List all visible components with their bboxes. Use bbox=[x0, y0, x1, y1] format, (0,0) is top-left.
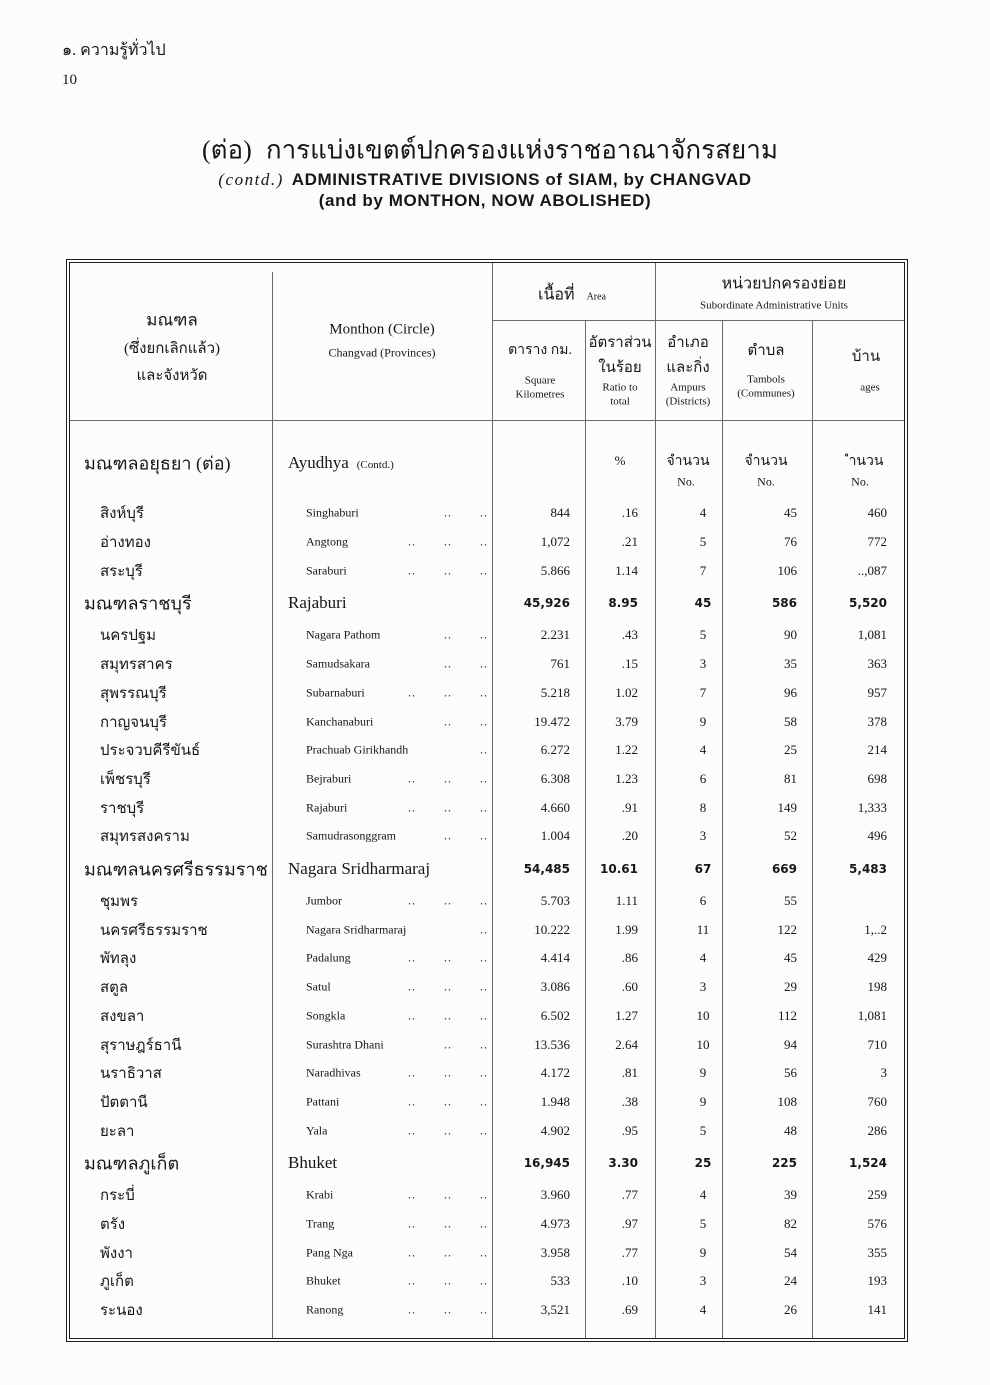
province-thai-name: สตูล bbox=[100, 980, 129, 997]
province-thai-name: สุราษฎร์ธานี bbox=[100, 1037, 182, 1054]
leader-dots: .. .. .. bbox=[408, 1065, 488, 1080]
province-thai-name: ปัตตานี bbox=[100, 1094, 148, 1111]
villages-count: 193 bbox=[867, 1273, 887, 1289]
tambols-header-en-line2: (Communes) bbox=[737, 387, 795, 400]
province-english-name: Ranong bbox=[306, 1302, 344, 1317]
province-english-name: Bejraburi bbox=[306, 771, 352, 786]
title-english-prefix: (contd.) bbox=[218, 170, 284, 189]
ratio-header-en-line1: Ratio to bbox=[602, 381, 638, 394]
area-sq-km: 54,485 bbox=[523, 861, 570, 876]
header-bottom-rule bbox=[70, 420, 904, 421]
villages-count: 576 bbox=[867, 1216, 887, 1232]
changvad-row bbox=[0, 1002, 990, 1031]
villages-header-thai: บ้าน bbox=[851, 349, 881, 365]
area-sq-km: 4.902 bbox=[540, 1122, 570, 1138]
area-sq-km: 6.308 bbox=[540, 770, 570, 786]
tambols-count: 29 bbox=[784, 979, 797, 995]
area-ratio: 1.22 bbox=[615, 742, 638, 758]
changvad-row bbox=[0, 1059, 990, 1088]
tambols-count: 48 bbox=[784, 1122, 797, 1138]
leader-dots: .. .. .. bbox=[408, 800, 488, 815]
leader-dots: .. bbox=[480, 742, 488, 757]
villages-count: 772 bbox=[867, 534, 887, 550]
province-thai-name: สงขลา bbox=[100, 1008, 145, 1025]
area-sq-km: 4.414 bbox=[540, 950, 570, 966]
ampurs-count: 8 bbox=[699, 799, 707, 815]
villages-count: 698 bbox=[867, 770, 887, 786]
area-sq-km: 1,072 bbox=[540, 534, 570, 550]
subheader-english bbox=[288, 453, 394, 473]
title-thai-text: การแบ่งเขตต์ปกครองแห่งราชอาณาจักรสยาม bbox=[265, 135, 778, 165]
province-thai-name: ประจวบคีรีขันธ์ bbox=[100, 743, 201, 760]
area-sq-km: 5.866 bbox=[540, 562, 570, 578]
group-header-rule bbox=[492, 320, 904, 321]
ampurs-count: 4 bbox=[699, 1187, 707, 1203]
changvad-row bbox=[0, 944, 990, 973]
changvad-row bbox=[0, 1030, 990, 1059]
ratio-unit: % bbox=[614, 453, 626, 468]
page-number: 10 bbox=[62, 72, 77, 88]
leader-dots: .. .. .. bbox=[408, 534, 488, 549]
province-thai-name: ระนอง bbox=[100, 1303, 143, 1320]
area-ratio: .16 bbox=[621, 505, 638, 521]
col1-header-line1: มณฑล bbox=[146, 310, 198, 330]
villages-count: 1,081 bbox=[857, 627, 887, 643]
area-ratio: 3.79 bbox=[615, 713, 638, 729]
villages-count: 378 bbox=[867, 713, 887, 729]
province-thai-name: สมุทรสงคราม bbox=[100, 829, 190, 846]
tambols-count: 669 bbox=[771, 861, 797, 876]
tambols-count: 58 bbox=[784, 713, 797, 729]
area-ratio: .43 bbox=[621, 627, 638, 643]
leader-dots: .. .. .. bbox=[408, 1187, 488, 1202]
province-thai-name: กาญจนบุรี bbox=[100, 714, 167, 731]
villages-header-en: ages bbox=[860, 381, 880, 394]
changvad-row bbox=[0, 1116, 990, 1145]
tambols-count: 108 bbox=[777, 1093, 797, 1109]
title-thai-prefix: (ต่อ) bbox=[202, 135, 252, 165]
sqkm-header-en-line1: Square bbox=[524, 374, 556, 387]
ampurs-count: 9 bbox=[699, 1244, 707, 1260]
area-ratio: 1.14 bbox=[615, 562, 638, 578]
section-label: ๑. ความรู้ทั่วไป bbox=[62, 42, 166, 59]
changvad-row bbox=[0, 528, 990, 557]
tambols-unit-thai: จำนวน bbox=[744, 454, 788, 469]
area-ratio: .77 bbox=[621, 1187, 638, 1203]
province-english-name: Prachuab Girikhandh bbox=[306, 742, 409, 757]
province-thai-name: พัทลุง bbox=[100, 951, 137, 968]
villages-unit-thai: ำนวน bbox=[848, 454, 884, 469]
province-thai-name: นครปฐม bbox=[100, 628, 157, 645]
col1-header-line2: (ซึ่งยกเลิกแล้ว) bbox=[123, 341, 221, 357]
tambols-count: 96 bbox=[784, 684, 797, 700]
province-english-name: Angtong bbox=[306, 534, 348, 549]
ampurs-header-thai-line2: และกิ่ง bbox=[666, 360, 710, 376]
area-ratio: .21 bbox=[621, 534, 638, 550]
province-english-name: Rajaburi bbox=[306, 800, 348, 815]
tambols-count: 54 bbox=[784, 1244, 797, 1260]
area-group-english: Area bbox=[586, 291, 606, 303]
ampurs-unit-en: No. bbox=[677, 474, 695, 489]
area-sq-km: 5.218 bbox=[540, 684, 570, 700]
ratio-header-thai-line2: ในร้อย bbox=[598, 360, 642, 376]
tambols-count: 55 bbox=[784, 893, 797, 909]
area-sq-km: 3.960 bbox=[540, 1187, 570, 1203]
area-ratio: .60 bbox=[621, 979, 638, 995]
ampurs-count: 10 bbox=[696, 1036, 710, 1052]
ampurs-count: 4 bbox=[699, 505, 707, 521]
province-thai-name: นราธิวาส bbox=[100, 1066, 162, 1083]
province-thai-name: อ่างทอง bbox=[100, 535, 151, 552]
villages-count: 496 bbox=[867, 828, 887, 844]
area-sq-km: 6.272 bbox=[540, 742, 570, 758]
area-ratio: .86 bbox=[621, 950, 638, 966]
ampurs-count: 3 bbox=[699, 828, 707, 844]
province-thai-name: มณฑลภูเก็ต bbox=[84, 1153, 180, 1174]
area-ratio: 1.02 bbox=[615, 684, 638, 700]
tambols-header-thai: ตำบล bbox=[747, 343, 785, 359]
province-thai-name: ตรัง bbox=[100, 1217, 126, 1234]
title-thai bbox=[202, 130, 778, 171]
area-ratio: .20 bbox=[621, 828, 638, 844]
monthon-row bbox=[0, 1145, 990, 1181]
leader-dots: .. .. .. bbox=[408, 1245, 488, 1260]
province-english-name: Padalung bbox=[306, 950, 351, 965]
villages-count: 1,333 bbox=[857, 799, 887, 815]
leader-dots: .. bbox=[480, 922, 488, 937]
ampurs-count: 9 bbox=[699, 1093, 707, 1109]
area-sq-km: 4.660 bbox=[540, 799, 570, 815]
changvad-row bbox=[0, 1210, 990, 1239]
tambols-count: 586 bbox=[771, 596, 797, 611]
tambols-count: 24 bbox=[784, 1273, 797, 1289]
col2-header-line1: Monthon (Circle) bbox=[329, 321, 435, 338]
changvad-row bbox=[0, 1088, 990, 1117]
province-english-name: Samudrasonggram bbox=[306, 828, 396, 843]
ampurs-header-thai-line1: อำเภอ bbox=[667, 335, 709, 351]
changvad-row bbox=[0, 973, 990, 1002]
changvad-row bbox=[0, 793, 990, 822]
area-ratio: .97 bbox=[621, 1216, 638, 1232]
tambols-count: 26 bbox=[784, 1302, 797, 1318]
tambols-count: 106 bbox=[777, 562, 797, 578]
ampurs-count: 25 bbox=[694, 1156, 712, 1170]
province-english-name: Songkla bbox=[306, 1008, 346, 1023]
ampurs-count: 45 bbox=[694, 596, 712, 611]
ampurs-count: 9 bbox=[699, 1065, 707, 1081]
col2-header-line2: Changvad (Provinces) bbox=[328, 345, 436, 360]
tambols-count: 76 bbox=[784, 534, 797, 550]
subheader-english-note: (Contd.) bbox=[356, 459, 394, 471]
area-sq-km: 5.703 bbox=[540, 893, 570, 909]
villages-count: 460 bbox=[867, 505, 887, 521]
area-ratio: 3.30 bbox=[608, 1156, 638, 1170]
ampurs-count: 6 bbox=[699, 893, 707, 909]
changvad-row bbox=[0, 679, 990, 708]
province-english-name: Naradhivas bbox=[306, 1065, 361, 1080]
province-english-name: Nagara Pathom bbox=[306, 627, 381, 642]
villages-count: 1,524 bbox=[849, 1156, 887, 1170]
changvad-row bbox=[0, 736, 990, 765]
province-thai-name: สิงห์บุรี bbox=[100, 506, 144, 523]
province-english-name: Rajaburi bbox=[288, 593, 347, 613]
changvad-row bbox=[0, 499, 990, 528]
area-sq-km: 1.004 bbox=[540, 828, 570, 844]
changvad-row bbox=[0, 822, 990, 851]
area-sq-km: 2.231 bbox=[540, 627, 570, 643]
tambols-count: 149 bbox=[777, 799, 797, 815]
area-sq-km: 6.502 bbox=[540, 1007, 570, 1023]
tambols-count: 112 bbox=[777, 1007, 797, 1023]
villages-count: 710 bbox=[867, 1036, 887, 1052]
ampurs-count: 3 bbox=[699, 656, 707, 672]
ampurs-count: 5 bbox=[699, 1216, 707, 1232]
area-sq-km: 19.472 bbox=[534, 713, 570, 729]
province-english-name: Trang bbox=[306, 1216, 335, 1231]
province-english-name: Krabi bbox=[306, 1187, 334, 1202]
area-ratio: 8.95 bbox=[608, 596, 638, 611]
province-thai-name: กระบี่ bbox=[100, 1188, 135, 1205]
tambols-count: 45 bbox=[784, 950, 797, 966]
ampurs-count: 4 bbox=[699, 950, 707, 966]
area-sq-km: 844 bbox=[550, 505, 570, 521]
monthon-row bbox=[0, 585, 990, 621]
area-sq-km: 4.973 bbox=[540, 1216, 570, 1232]
area-group-header bbox=[538, 283, 606, 308]
leader-dots: .. .. .. bbox=[408, 1273, 488, 1288]
changvad-row bbox=[0, 1181, 990, 1210]
changvad-row bbox=[0, 915, 990, 944]
tambols-count: 94 bbox=[784, 1036, 797, 1052]
villages-count: 141 bbox=[867, 1302, 887, 1318]
area-ratio: 1.27 bbox=[615, 1007, 638, 1023]
ratio-header-thai-line1: อัตราส่วน bbox=[588, 335, 652, 351]
sqkm-header-thai: ตาราง กม. bbox=[508, 343, 572, 358]
area-ratio: 1.23 bbox=[615, 770, 638, 786]
tambols-count: 81 bbox=[784, 770, 797, 786]
ampurs-count: 4 bbox=[699, 742, 707, 758]
changvad-row bbox=[0, 650, 990, 679]
changvad-row bbox=[0, 887, 990, 916]
leader-dots: .. .. .. bbox=[408, 1216, 488, 1231]
villages-count: 198 bbox=[867, 979, 887, 995]
leader-dots: .. .. .. bbox=[408, 979, 488, 994]
ampurs-count: 5 bbox=[699, 1122, 707, 1138]
tambols-count: 25 bbox=[784, 742, 797, 758]
leader-dots: .. .. bbox=[444, 1037, 488, 1052]
leader-dots: .. .. bbox=[444, 656, 488, 671]
tambols-count: 39 bbox=[784, 1187, 797, 1203]
units-group-thai: หน่วยปกครองย่อย bbox=[721, 275, 847, 293]
villages-count: 1,..2 bbox=[864, 921, 887, 937]
area-sq-km: 761 bbox=[550, 656, 570, 672]
title-english-line2: (and by MONTHON, NOW ABOLISHED) bbox=[318, 191, 652, 210]
area-ratio: .15 bbox=[621, 656, 638, 672]
province-thai-name: เพ็ชรบุรี bbox=[100, 771, 151, 788]
changvad-row bbox=[0, 707, 990, 736]
province-english-name: Pang Nga bbox=[306, 1245, 353, 1260]
ampurs-header-en-line1: Ampurs bbox=[670, 381, 706, 394]
villages-count: 286 bbox=[867, 1122, 887, 1138]
tambols-count: 52 bbox=[784, 828, 797, 844]
subheader-english-name: Ayudhya bbox=[288, 453, 349, 472]
province-english-name: Subarnaburi bbox=[306, 685, 365, 700]
leader-dots: .. .. .. bbox=[408, 685, 488, 700]
province-thai-name: มณฑลนครศรีธรรมราช bbox=[84, 859, 268, 880]
ampurs-count: 9 bbox=[699, 713, 707, 729]
area-ratio: .81 bbox=[621, 1065, 638, 1081]
ampurs-count: 4 bbox=[699, 1302, 707, 1318]
changvad-row bbox=[0, 1267, 990, 1296]
ampurs-count: 5 bbox=[699, 534, 707, 550]
area-sq-km: 13.536 bbox=[534, 1036, 570, 1052]
province-english-name: Jumbor bbox=[306, 893, 342, 908]
province-thai-name: ภูเก็ต bbox=[100, 1274, 134, 1291]
ampurs-unit-thai: จำนวน bbox=[666, 454, 710, 469]
changvad-row bbox=[0, 621, 990, 650]
ampurs-count: 7 bbox=[699, 562, 707, 578]
villages-count: 1,081 bbox=[857, 1007, 887, 1023]
changvad-row bbox=[0, 1296, 990, 1325]
area-group-thai: เนื้อที่ bbox=[538, 286, 575, 304]
province-thai-name: ชุมพร bbox=[100, 894, 139, 911]
province-thai-name: ยะลา bbox=[100, 1123, 135, 1140]
area-ratio: 10.61 bbox=[600, 861, 638, 876]
tambols-count: 82 bbox=[784, 1216, 797, 1232]
tambols-count: 35 bbox=[784, 656, 797, 672]
tambols-count: 122 bbox=[777, 921, 797, 937]
province-thai-name: ราชบุรี bbox=[100, 800, 145, 817]
area-sq-km: 3.086 bbox=[540, 979, 570, 995]
province-english-name: Saraburi bbox=[306, 563, 347, 578]
province-english-name: Yala bbox=[306, 1123, 328, 1138]
villages-count: 214 bbox=[867, 742, 887, 758]
changvad-row bbox=[0, 1238, 990, 1267]
villages-count: 429 bbox=[867, 950, 887, 966]
leader-dots: .. .. .. bbox=[408, 893, 488, 908]
leader-dots: .. .. .. bbox=[408, 771, 488, 786]
province-english-name: Nagara Sridharmaraj bbox=[288, 858, 431, 878]
area-sq-km: 3,521 bbox=[540, 1302, 570, 1318]
province-thai-name: มณฑลราชบุรี bbox=[84, 593, 192, 614]
villages-count: 760 bbox=[867, 1093, 887, 1109]
changvad-row bbox=[0, 556, 990, 585]
ratio-header-en-line2: total bbox=[610, 395, 630, 408]
villages-count: 363 bbox=[867, 656, 887, 672]
villages-count: 5,520 bbox=[849, 596, 887, 611]
area-sq-km: 4.172 bbox=[540, 1065, 570, 1081]
province-english-name: Bhuket bbox=[306, 1273, 341, 1288]
area-ratio: .69 bbox=[621, 1302, 638, 1318]
leader-dots: .. .. .. bbox=[408, 950, 488, 965]
area-ratio: .77 bbox=[621, 1244, 638, 1260]
monthon-row bbox=[0, 851, 990, 887]
province-english-name: Singhaburi bbox=[306, 505, 359, 520]
province-thai-name: สุพรรณบุรี bbox=[100, 685, 167, 702]
province-english-name: Pattani bbox=[306, 1094, 340, 1109]
area-ratio: .10 bbox=[621, 1273, 638, 1289]
villages-count: 259 bbox=[867, 1187, 887, 1203]
province-english-name: Nagara Sridharmaraj bbox=[306, 922, 407, 937]
villages-count: ..,087 bbox=[857, 562, 887, 578]
area-sq-km: 3.958 bbox=[540, 1244, 570, 1260]
villages-count: 3 bbox=[880, 1065, 887, 1081]
title-english-text: ADMINISTRATIVE DIVISIONS of SIAM, by CHANGVAD bbox=[291, 170, 752, 189]
ampurs-count: 3 bbox=[699, 979, 707, 995]
ampurs-count: 67 bbox=[694, 861, 712, 876]
area-sq-km: 16,945 bbox=[523, 1156, 570, 1170]
subheader-thai: มณฑลอยุธยา (ต่อ) bbox=[84, 453, 231, 474]
area-sq-km: 1.948 bbox=[540, 1093, 570, 1109]
area-ratio: 1.11 bbox=[615, 893, 638, 909]
ampurs-count: 3 bbox=[699, 1273, 707, 1289]
area-sq-km: 533 bbox=[550, 1273, 570, 1289]
title-english bbox=[218, 170, 751, 190]
area-ratio: 2.64 bbox=[615, 1036, 638, 1052]
tambols-count: 56 bbox=[784, 1065, 797, 1081]
leader-dots: .. .. bbox=[444, 714, 488, 729]
ampurs-count: 11 bbox=[696, 921, 710, 937]
tambols-header-en-line1: Tambols bbox=[747, 373, 785, 386]
sqkm-header-en-line2: Kilometres bbox=[515, 388, 565, 401]
leader-dots: .. .. bbox=[444, 505, 488, 520]
tambols-unit-en: No. bbox=[757, 474, 775, 489]
area-ratio: .91 bbox=[621, 799, 638, 815]
villages-count: 957 bbox=[867, 684, 887, 700]
ampurs-count: 7 bbox=[699, 684, 707, 700]
area-ratio: .38 bbox=[621, 1093, 638, 1109]
changvad-row bbox=[0, 765, 990, 794]
villages-count: 5,483 bbox=[849, 861, 887, 876]
units-group-english: Subordinate Administrative Units bbox=[700, 299, 848, 312]
tambols-count: 225 bbox=[771, 1156, 797, 1170]
ampurs-count: 5 bbox=[699, 627, 707, 643]
leader-dots: .. .. .. bbox=[408, 1302, 488, 1317]
province-thai-name: พังงา bbox=[100, 1245, 133, 1262]
province-english-name: Bhuket bbox=[288, 1153, 338, 1172]
area-sq-km: 10.222 bbox=[534, 921, 570, 937]
tambols-count: 45 bbox=[784, 505, 797, 521]
province-english-name: Kanchanaburi bbox=[306, 714, 374, 729]
province-english-name: Samudsakara bbox=[306, 656, 370, 671]
leader-dots: .. .. .. bbox=[408, 1008, 488, 1023]
province-thai-name: สระบุรี bbox=[100, 563, 143, 580]
tambols-count: 90 bbox=[784, 627, 797, 643]
province-english-name: Satul bbox=[306, 979, 331, 994]
ampurs-header-en-line2: (Districts) bbox=[665, 395, 711, 408]
leader-dots: .. .. bbox=[444, 828, 488, 843]
area-ratio: 1.99 bbox=[615, 921, 638, 937]
leader-dots: .. .. .. bbox=[408, 1094, 488, 1109]
villages-unit-en: No. bbox=[851, 474, 869, 489]
area-sq-km: 45,926 bbox=[523, 596, 570, 611]
leader-dots: .. .. .. bbox=[408, 1123, 488, 1138]
leader-dots: .. .. bbox=[444, 627, 488, 642]
leader-dots: .. .. .. bbox=[408, 563, 488, 578]
ampurs-count: 10 bbox=[696, 1007, 710, 1023]
ampurs-count: 6 bbox=[699, 770, 707, 786]
province-english-name: Surashtra Dhani bbox=[306, 1037, 384, 1052]
province-thai-name: นครศรีธรรมราช bbox=[100, 922, 208, 939]
col1-header-line3: และจังหวัด bbox=[136, 368, 208, 384]
province-thai-name: สมุทรสาคร bbox=[100, 657, 173, 674]
area-ratio: .95 bbox=[621, 1122, 638, 1138]
villages-count: 355 bbox=[867, 1244, 887, 1260]
